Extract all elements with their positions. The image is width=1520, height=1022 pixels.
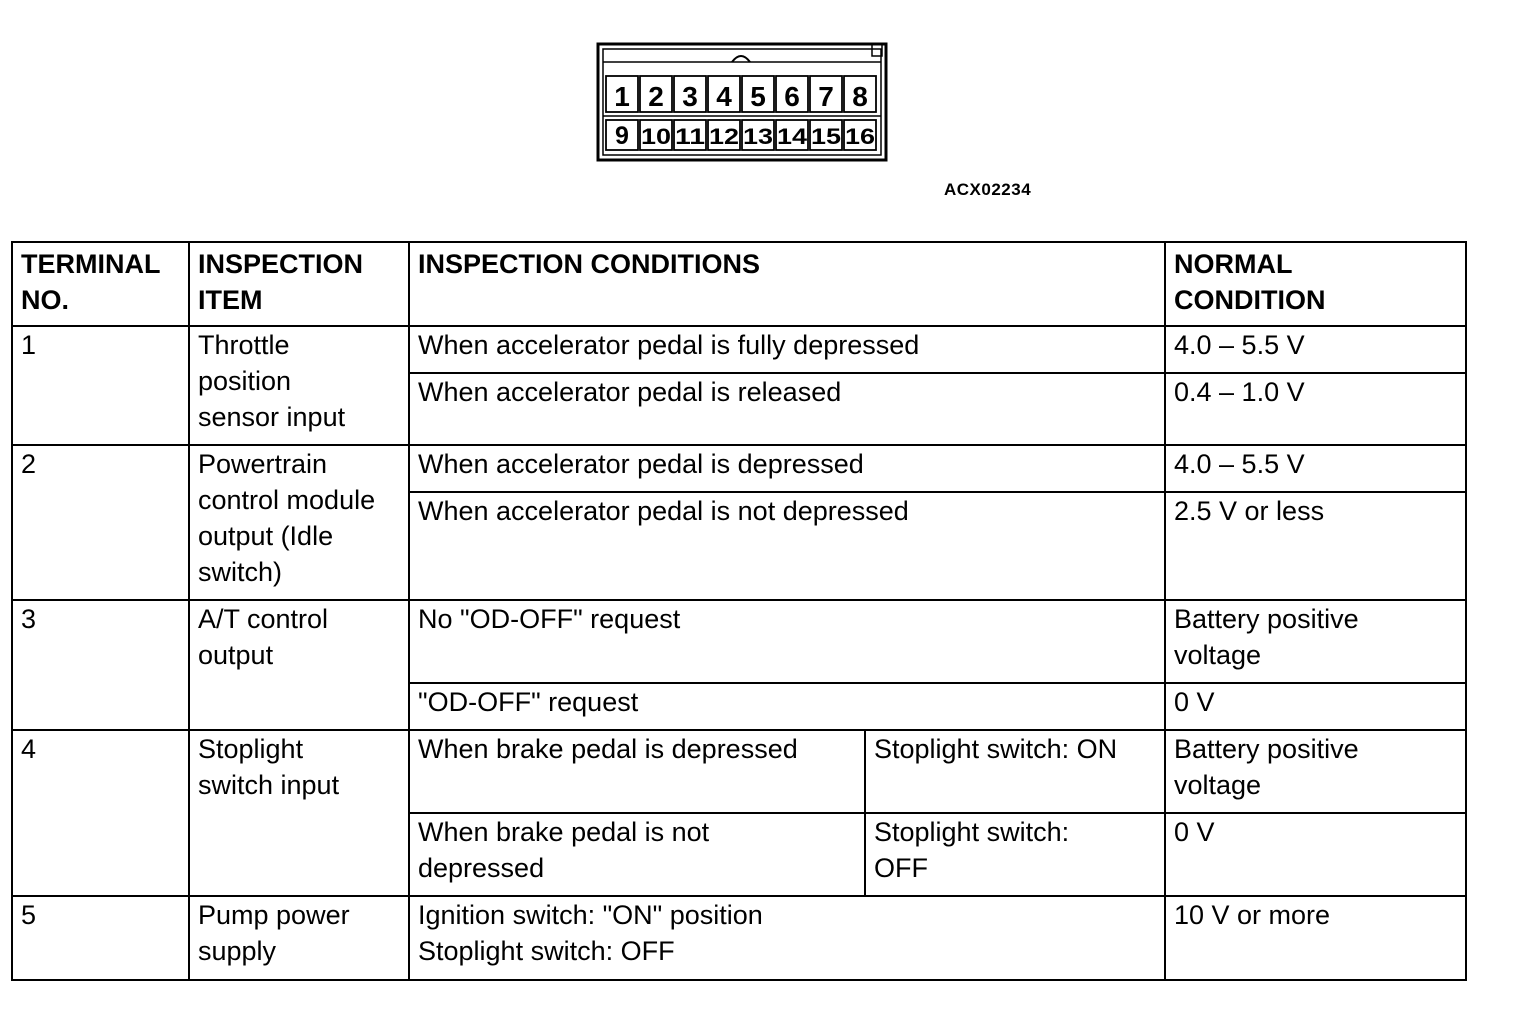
inspection-condition-cell: When accelerator pedal is not depressed — [409, 492, 1165, 600]
terminal-no-cell: 5 — [12, 896, 189, 980]
table-row — [12, 896, 1466, 980]
normal-condition-cell: 0.4 – 1.0 V — [1165, 373, 1466, 445]
terminal-no-cell: 4 — [12, 730, 189, 896]
pin-number-3: 3 — [682, 81, 698, 112]
switch-state-cell: Stoplight switch: OFF — [865, 813, 1165, 896]
pin-number-12: 12 — [709, 124, 739, 149]
terminal-no-cell: 1 — [12, 326, 189, 445]
normal-condition-cell: Battery positive voltage — [1165, 600, 1466, 683]
inspection-item-cell: Powertrain control module output (Idle switch) — [189, 445, 409, 600]
inspection-item-cell: Stoplight switch input — [189, 730, 409, 896]
normal-condition-cell: 4.0 – 5.5 V — [1165, 326, 1466, 373]
header-normal-condition: NORMAL CONDITION — [1165, 242, 1466, 326]
terminal-no-cell: 3 — [12, 600, 189, 730]
inspection-condition-cell: Ignition switch: "ON" position Stoplight switch: OFF — [409, 896, 1165, 980]
inspection-condition-cell: When brake pedal is depressed — [409, 730, 865, 813]
pin-number-8: 8 — [852, 81, 868, 112]
terminal-no-cell: 2 — [12, 445, 189, 600]
inspection-condition-cell: When accelerator pedal is fully depressed — [409, 326, 1165, 373]
pin-number-5: 5 — [750, 81, 766, 112]
pin-number-15: 15 — [811, 124, 841, 149]
inspection-condition-cell: No "OD-OFF" request — [409, 600, 1165, 683]
inspection-condition-cell: When accelerator pedal is depressed — [409, 445, 1165, 492]
pin-number-2: 2 — [648, 81, 664, 112]
inspection-item-cell: A/T control output — [189, 600, 409, 730]
pin-number-4: 4 — [716, 81, 732, 112]
pin-number-1: 1 — [614, 81, 630, 112]
header-inspection-conditions: INSPECTION CONDITIONS — [409, 242, 1165, 326]
pin-number-7: 7 — [818, 81, 834, 112]
normal-condition-cell: 4.0 – 5.5 V — [1165, 445, 1466, 492]
inspection-table — [11, 241, 1467, 981]
table-row — [12, 600, 1466, 683]
diagram-code: ACX02234 — [944, 180, 1032, 199]
header-row — [12, 242, 1466, 326]
inspection-item-cell: Throttle position sensor input — [189, 326, 409, 445]
pin-number-14: 14 — [777, 124, 808, 149]
switch-state-cell: Stoplight switch: ON — [865, 730, 1165, 813]
pin-number-10: 10 — [641, 124, 671, 149]
normal-condition-cell: 0 V — [1165, 683, 1466, 730]
table-row — [12, 445, 1466, 492]
pin-number-9: 9 — [615, 122, 629, 150]
normal-condition-cell: 10 V or more — [1165, 896, 1466, 980]
normal-condition-cell: 0 V — [1165, 813, 1466, 896]
inspection-condition-cell: When accelerator pedal is released — [409, 373, 1165, 445]
pin-number-13: 13 — [743, 124, 773, 149]
header-terminal-no: TERMINAL NO. — [12, 242, 189, 326]
inspection-condition-cell: "OD-OFF" request — [409, 683, 1165, 730]
pin-number-11: 11 — [675, 124, 705, 149]
inspection-item-cell: Pump power supply — [189, 896, 409, 980]
pin-number-6: 6 — [784, 81, 800, 112]
table-row — [12, 326, 1466, 373]
connector-diagram — [594, 40, 894, 166]
pin-number-16: 16 — [845, 124, 875, 149]
normal-condition-cell: 2.5 V or less — [1165, 492, 1466, 600]
inspection-condition-cell: When brake pedal is not depressed — [409, 813, 865, 896]
normal-condition-cell: Battery positive voltage — [1165, 730, 1466, 813]
header-inspection-item: INSPECTION ITEM — [189, 242, 409, 326]
table-row — [12, 730, 1466, 813]
